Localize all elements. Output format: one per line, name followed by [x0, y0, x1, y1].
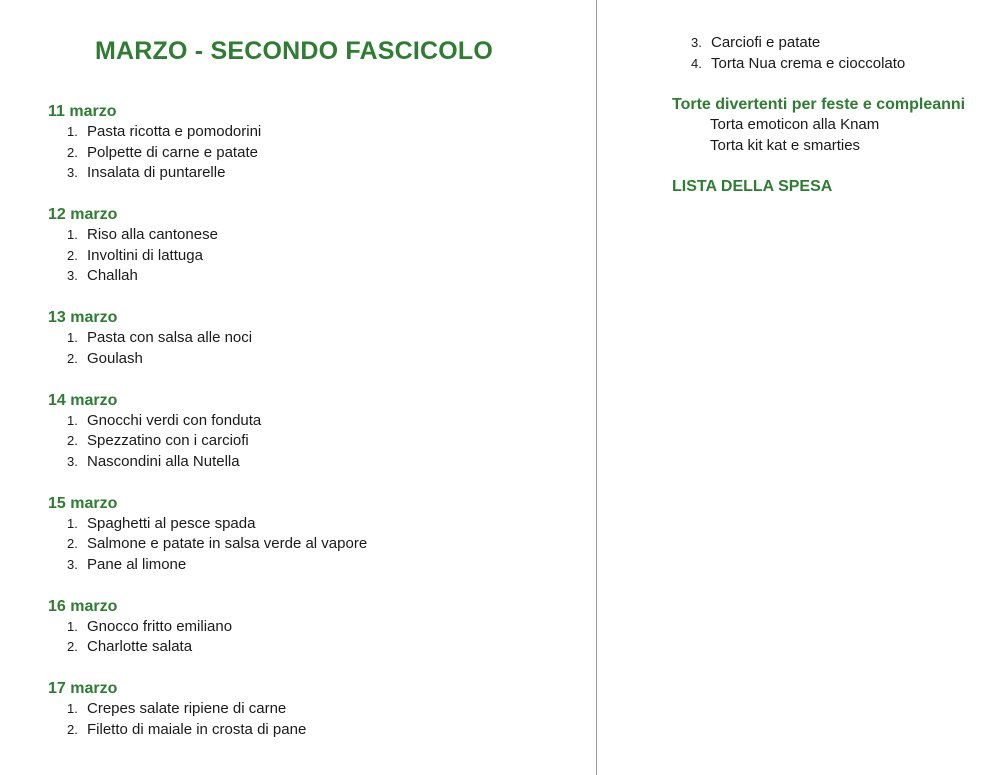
recipe-name: Filetto di maiale in crosta di pane — [87, 720, 307, 738]
recipe-item — [48, 143, 578, 164]
day-block — [48, 597, 578, 658]
recipe-number: 2. — [67, 247, 78, 263]
recipe-name: Involtini di lattuga — [87, 246, 203, 264]
recipe-item — [48, 266, 578, 287]
day-heading: 15 marzo — [48, 494, 118, 512]
day-block — [48, 679, 578, 740]
recipe-number: 1. — [67, 515, 78, 531]
recipe-item — [48, 431, 578, 452]
right-column — [672, 33, 1002, 197]
day-heading: 12 marzo — [48, 206, 118, 224]
cake-item: Torta emoticon alla Knam — [710, 116, 880, 134]
recipe-list — [48, 122, 578, 184]
day-heading: 14 marzo — [48, 391, 118, 409]
recipe-number: 1. — [67, 227, 78, 243]
shopping-list-heading: LISTA DELLA SPESA — [672, 178, 833, 196]
recipe-item — [672, 54, 1002, 75]
recipe-number: 3. — [67, 556, 78, 572]
recipe-item — [48, 555, 578, 576]
recipe-item — [48, 225, 578, 246]
recipe-number: 2. — [67, 721, 78, 737]
recipe-name: Salmone e patate in salsa verde al vapore — [87, 535, 368, 553]
recipe-list — [48, 699, 578, 740]
day-block — [48, 205, 578, 287]
recipe-number: 1. — [67, 412, 78, 428]
recipe-number: 3. — [67, 165, 78, 181]
recipe-list — [48, 225, 578, 287]
recipe-number: 3. — [691, 35, 702, 50]
recipe-item — [48, 411, 578, 432]
column-divider — [596, 0, 597, 775]
recipe-item — [48, 617, 578, 638]
recipe-list — [48, 328, 578, 369]
recipe-number: 1. — [67, 618, 78, 634]
cakes-heading: Torte divertenti per feste e compleanni — [672, 96, 966, 114]
recipe-name: Nascondini alla Nutella — [87, 452, 240, 470]
recipe-item — [48, 699, 578, 720]
recipe-name: Goulash — [87, 349, 143, 367]
recipe-name: Crepes salate ripiene di carne — [87, 700, 287, 717]
recipe-list — [48, 617, 578, 658]
recipe-name: Insalata di puntarelle — [87, 164, 226, 182]
continued-recipe-list — [672, 33, 1002, 74]
left-column — [48, 36, 578, 761]
day-heading: 17 marzo — [48, 680, 118, 697]
day-heading: 13 marzo — [48, 309, 118, 327]
recipe-item — [48, 246, 578, 267]
recipe-number: 4. — [691, 55, 702, 71]
shopping-list-section — [672, 177, 1002, 197]
cakes-section — [672, 95, 1002, 156]
recipe-item — [48, 514, 578, 535]
recipe-item — [48, 534, 578, 555]
recipe-number: 2. — [67, 350, 78, 366]
recipe-name: Gnocco fritto emiliano — [87, 617, 233, 635]
recipe-name: Polpette di carne e patate — [87, 143, 258, 161]
recipe-item — [48, 452, 578, 473]
recipe-name: Torta Nua crema e cioccolato — [711, 54, 906, 72]
day-block — [48, 391, 578, 473]
recipe-item — [48, 163, 578, 184]
day-heading: 11 marzo — [48, 103, 117, 120]
recipe-name: Challah — [87, 267, 138, 285]
recipe-number: 2. — [67, 536, 78, 552]
document-title: MARZO - SECONDO FASCICOLO — [95, 37, 494, 65]
recipe-name: Spezzatino con i carciofi — [87, 432, 249, 450]
recipe-number: 1. — [67, 124, 78, 139]
recipe-list — [48, 514, 578, 576]
recipe-list — [48, 411, 578, 473]
recipe-name: Pasta ricotta e pomodorini — [87, 123, 262, 140]
recipe-number: 2. — [67, 639, 78, 655]
day-list — [48, 102, 578, 740]
day-heading: 16 marzo — [48, 597, 118, 615]
recipe-name: Carciofi e patate — [711, 34, 821, 51]
recipe-item — [48, 637, 578, 658]
recipe-item — [48, 720, 578, 741]
recipe-item — [48, 122, 578, 143]
recipe-name: Pane al limone — [87, 555, 187, 573]
recipe-item — [672, 33, 1002, 54]
cake-item: Torta kit kat e smarties — [710, 136, 861, 154]
day-block — [48, 308, 578, 369]
day-block — [48, 494, 578, 576]
recipe-number: 2. — [67, 433, 78, 449]
day-block — [48, 102, 578, 184]
recipe-name: Pasta con salsa alle noci — [87, 329, 253, 347]
recipe-item — [48, 349, 578, 370]
recipe-number: 2. — [67, 144, 78, 160]
recipe-number: 3. — [67, 268, 78, 284]
recipe-number: 1. — [67, 701, 78, 716]
recipe-name: Spaghetti al pesce spada — [87, 514, 256, 532]
recipe-name: Riso alla cantonese — [87, 226, 218, 244]
recipe-number: 3. — [67, 453, 78, 469]
recipe-name: Charlotte salata — [87, 638, 193, 656]
recipe-number: 1. — [67, 330, 78, 346]
recipe-name: Gnocchi verdi con fonduta — [87, 411, 262, 429]
recipe-item — [48, 328, 578, 349]
